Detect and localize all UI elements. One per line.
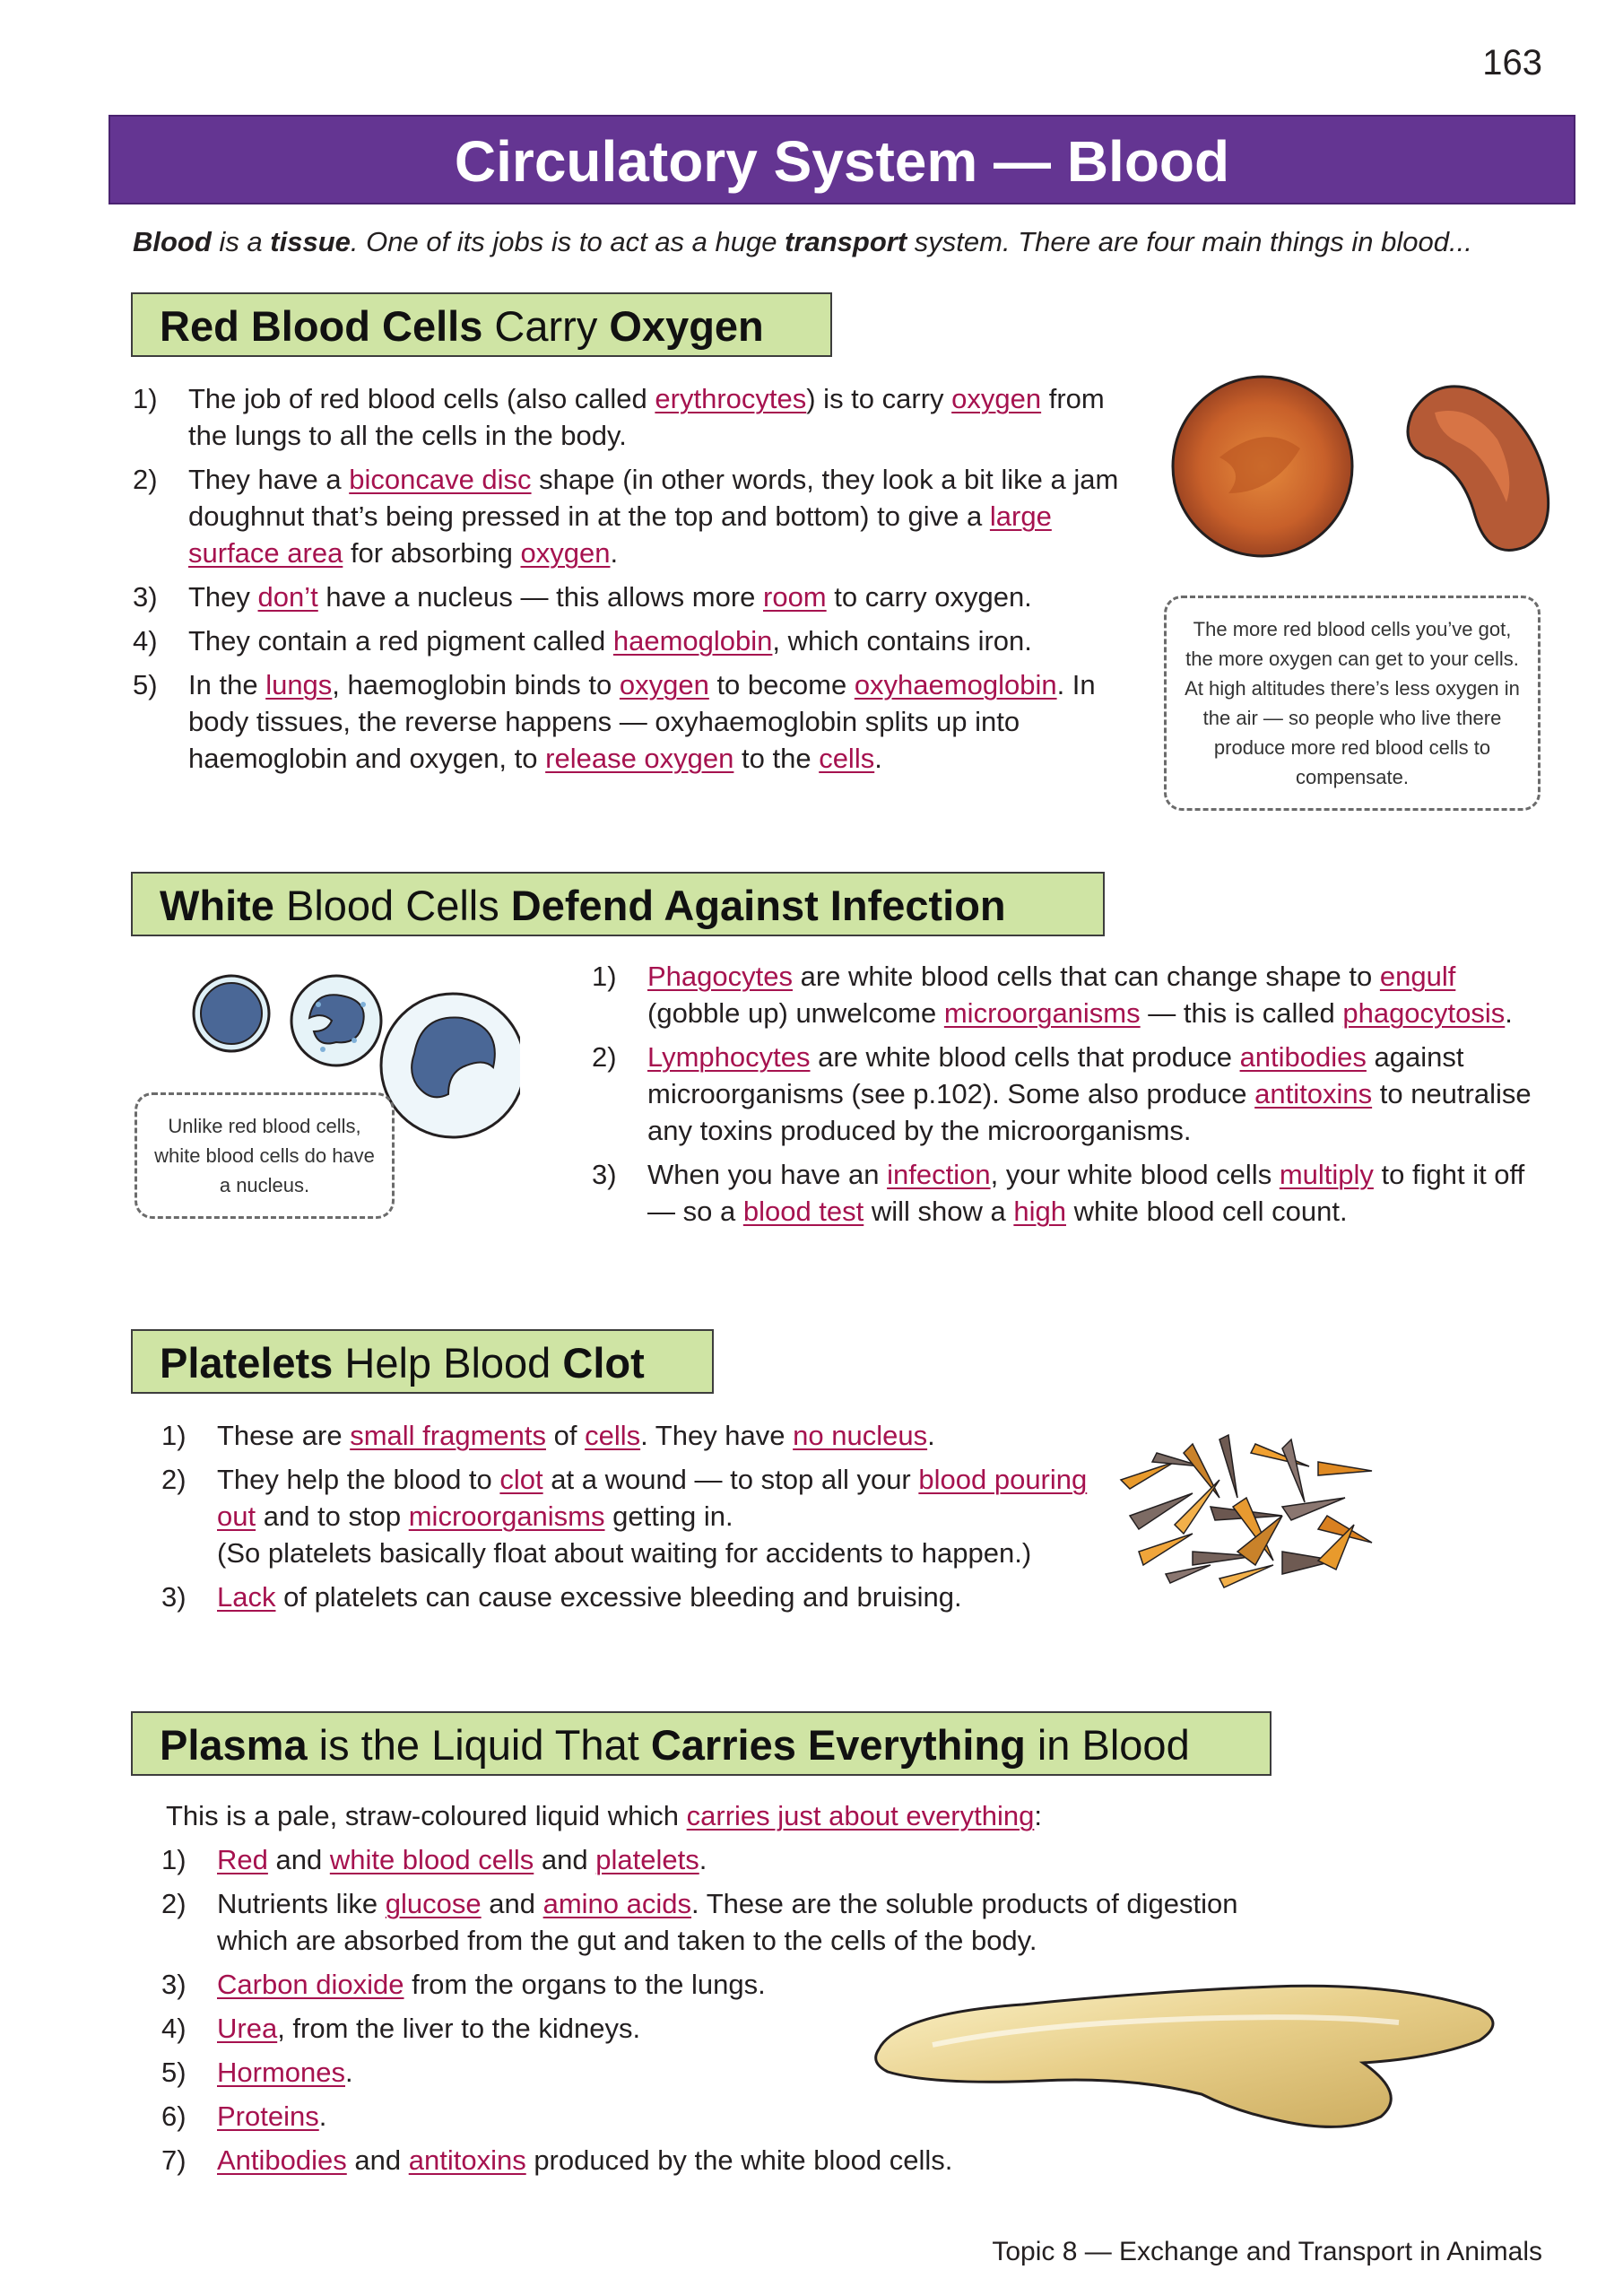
list-item: 1) The job of red blood cells (also called erythrocytes) is to carry oxygen from the lungs to all the cells in the body. [133,383,1105,451]
list-item: 5) Hormones. [161,2057,353,2088]
white-blood-cells-note: Unlike red blood cells, white blood cells do have a nucleus. [135,1092,395,1219]
list-item: 3) When you have an infection, your white blood cells multiply to fight it off — so a blood test will show a high white blood cell count. [592,1159,1525,1227]
list-item: 7) Antibodies and antitoxins produced by the white blood cells. [161,2144,953,2176]
heading-platelets: Platelets Help Blood Clot [131,1329,714,1394]
plasma-puddle-illustration [861,1969,1506,2139]
list-item: 6) Proteins. [161,2100,327,2132]
list-item: 5) In the lungs, haemoglobin binds to oxygen to become oxyhaemoglobin. In body tissues, the reverse happens — oxyhaemoglobin splits up into haemoglobin and oxygen, to release oxygen to the cells. [133,669,1096,774]
list-item: 2) They help the blood to clot at a wound — to stop all your blood pouring out and to stop microorganisms getting in. (So platelets basically float about waiting for accidents to happen.) [161,1464,1088,1569]
platelets-illustration [1103,1417,1399,1596]
list-item: 3) They don’t have a nucleus — this allows more room to carry oxygen. [133,581,1032,613]
heading-white-blood-cells: White Blood Cells Defend Against Infection [131,872,1105,936]
list-item: 1) These are small fragments of cells. They have no nucleus. [161,1420,935,1451]
heading-plasma: Plasma is the Liquid That Carries Everything in Blood [131,1711,1271,1776]
list-item: 1) Red and white blood cells and platelets. [161,1844,707,1875]
page-number: 163 [1482,43,1542,83]
page-footer: Topic 8 — Exchange and Transport in Animals [992,2237,1542,2266]
list-item: 2) They have a biconcave disc shape (in other words, they look a bit like a jam doughnut that’s being pressed in at the top and bottom) to give a large surface area for absorbing oxygen. [133,464,1119,569]
list-item: 2) Nutrients like glucose and amino acids. These are the soluble products of digestion which are absorbed from the gut and taken to the cells of the body. [161,1888,1238,1956]
red-blood-cells-note: The more red blood cells you’ve got, the more oxygen can get to your cells. At high altitudes there’s less oxygen in the air — so people who live there produce more red blood cells to compensate. [1164,596,1541,811]
list-item: 2) Lymphocytes are white blood cells that produce antibodies against microorganisms (see p.102). Some also produce antitoxins to neutralise any toxins produced by the microorganisms. [592,1041,1532,1146]
page-title: Circulatory System — Blood [108,115,1575,204]
list-item: 4) Urea, from the liver to the kidneys. [161,2013,641,2044]
red-blood-cell-illustration [1166,359,1578,574]
white-blood-cells-list [592,958,1551,1237]
list-item: 3) Carbon dioxide from the organs to the lungs. [161,1969,766,2000]
intro-text: Blood is a tissue. One of its jobs is to act as a huge transport system. There are four main things in blood... [133,226,1472,257]
list-item: 3) Lack of platelets can cause excessive bleeding and bruising. [161,1581,962,1613]
list-item: 1) Phagocytes are white blood cells that can change shape to engulf (gobble up) unwelcome microorganisms — this is called phagocytosis. [592,961,1513,1029]
plasma-intro: This is a pale, straw-coloured liquid which carries just about everything: [166,1800,1042,1831]
red-blood-cells-list [133,380,1119,784]
heading-red-blood-cells: Red Blood Cells Carry Oxygen [131,292,832,357]
platelets-list [161,1417,1112,1622]
list-item: 4) They contain a red pigment called haemoglobin, which contains iron. [133,625,1032,657]
